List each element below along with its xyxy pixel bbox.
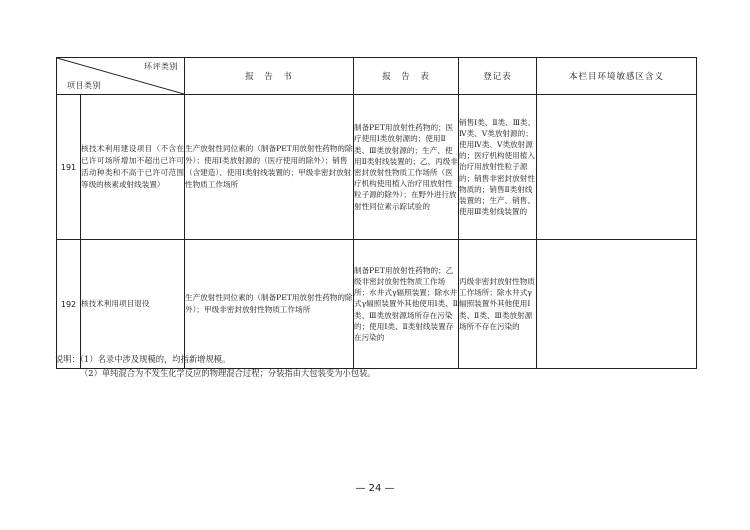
- report-book-cell: 生产放射性同位素的（制备PET用放射性药物的除外）；使用Ⅰ类放射源的（医疗使用的除外）；销售（含建造）、使用Ⅰ类射线装置的；甲级非密封放射性物质工作场所: [185, 95, 354, 240]
- project-category-label: 项目类别: [67, 81, 101, 90]
- registration-cell: 销售Ⅰ类、Ⅱ类、Ⅲ类、Ⅳ类、Ⅴ类放射源的；使用Ⅳ类、Ⅴ类放射源的；医疗机构使用植入治疗用放射性粒子源的；销售非密封放射性物质的；销售Ⅱ类射线装置的；生产、销售、使用Ⅲ类射线装置的: [459, 95, 537, 240]
- note-line-1: 说明：（1）名录中涉及规模的，均指新增规模。: [55, 354, 231, 364]
- project-name: 核技术利用项目退役: [81, 240, 185, 369]
- report-form-cell: 制备PET用放射性药物的；乙级非密封放射性物质工作场所；水井式γ辐照装置；除水井式γ辐照装置外其他使用Ⅰ类、Ⅱ类、Ⅲ类放射源场所存在污染的；使用Ⅰ类、Ⅱ类射线装置存在污染的: [354, 240, 459, 369]
- report-form-cell: 制备PET用放射性药物的；医疗使用Ⅰ类放射源的；使用Ⅱ类、Ⅲ类放射源的；生产、使用Ⅱ类射线装置的；乙、丙级非密封放射性物质工作场所（医疗机构使用植入治疗用放射性粒子源的除外）；在野外进行放射性同位素示踪试验的: [354, 95, 459, 240]
- row-number: 191: [57, 95, 81, 240]
- header-sensitive-area: 本栏目环境敏感区含义: [537, 58, 697, 95]
- header-registration: 登记表: [459, 58, 537, 95]
- page-number: — 24 —: [355, 483, 395, 494]
- header-report-book: 报 告 书: [185, 58, 354, 95]
- registration-cell: 丙级非密封放射性物质工作场所；除水井式γ辐照装置外其他使用Ⅰ类、Ⅱ类、Ⅲ类放射源场所不存在污染的: [459, 240, 537, 369]
- report-book-cell: 生产放射性同位素的（制备PET用放射性药物的除外）；甲级非密封放射性物质工作场所: [185, 240, 354, 369]
- table-row: [57, 240, 697, 369]
- header-report-form: 报 告 表: [354, 58, 459, 95]
- table-header-row: [57, 58, 697, 95]
- sensitive-area-cell: [537, 95, 697, 240]
- table-row: [57, 95, 697, 240]
- project-category-table: [56, 57, 697, 369]
- notes-section: [55, 352, 376, 380]
- note-line-2: （2）单纯混合为不发生化学反应的物理混合过程；分装指由大包装变为小包装。: [80, 368, 376, 378]
- diagonal-header-cell: [57, 58, 185, 95]
- project-name: 核技术利用建设项目（不含在已许可场所增加不超出已许可活动种类和不高于已许可范围等级的核素或射线装置）: [81, 95, 185, 240]
- sensitive-area-cell: [537, 240, 697, 369]
- eia-category-label: 环评类别: [144, 62, 178, 71]
- row-number: 192: [57, 240, 81, 369]
